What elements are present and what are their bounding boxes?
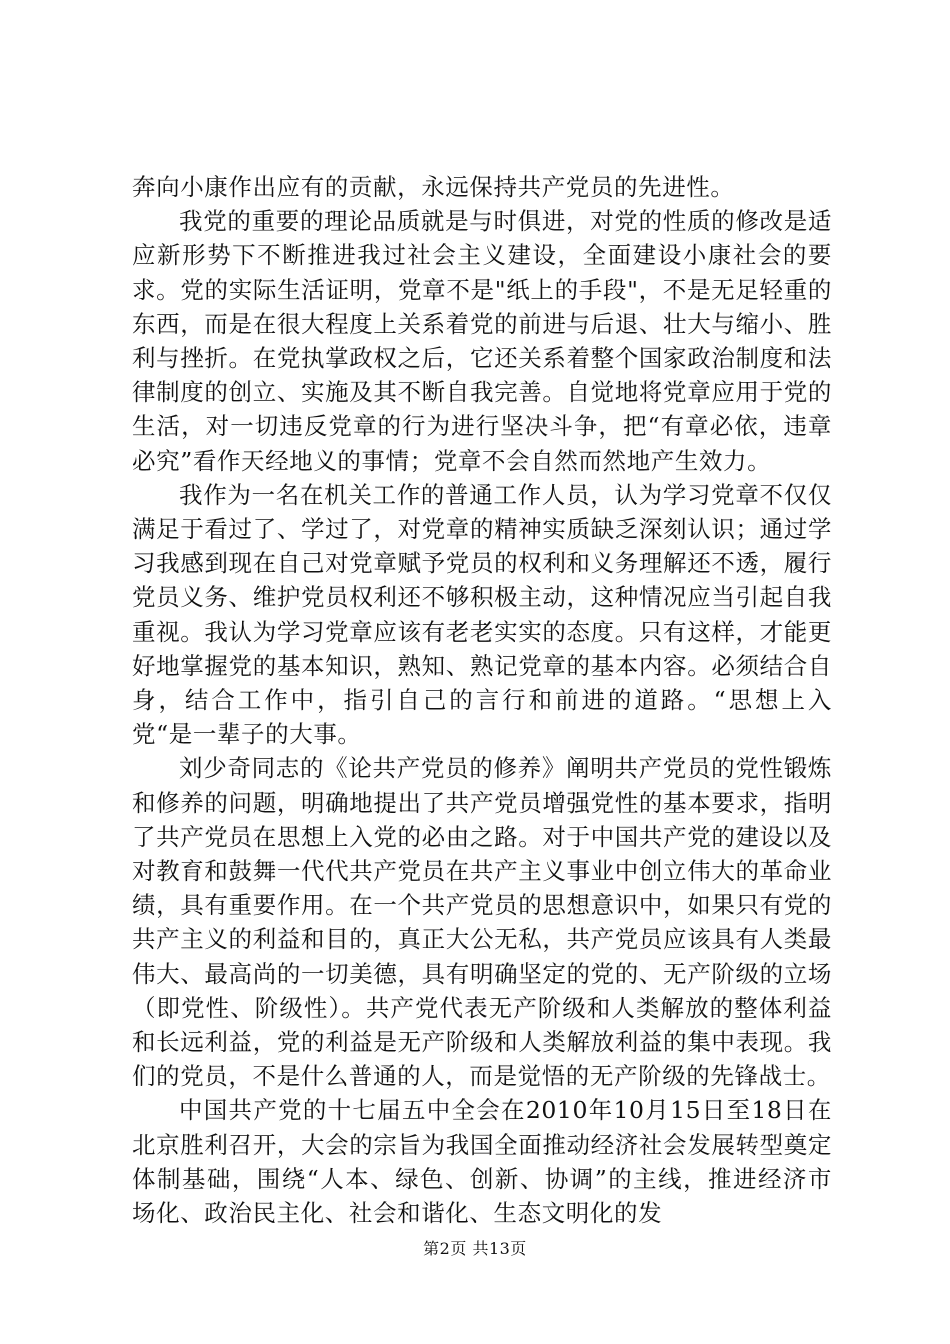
paragraph-party-constitution: 我党的重要的理论品质就是与时俱进，对党的性质的修改是适应新形势下不断推进我过社会主义建设，全面建设小康社会的要求。党的实际生活证明，党章不是"纸上的手段"，不是无足轻重的东西，而是在很大程度上关系着党的前进与后退、壮大与缩小、胜利与挫折。在党执掌政权之后，它还关系着整个国家政治制度和法律制度的创立、实施及其不断自我完善。自觉地将党章应用于党的生活，对一切违反党章的行为进行坚决斗争，把“有章必依，违章必究”看作天经地义的事情；党章不会自然而然地产生效力。 [132,207,832,475]
paragraph-continuation: 奔向小康作出应有的贡献，永远保持共产党员的先进性。 [132,173,735,201]
paragraph-personal-study: 我作为一名在机关工作的普通工作人员，认为学习党章不仅仅满足于看过了、学过了，对党章的精神实质缺乏深刻认识；通过学习我感到现在自己对党章赋予党员的权利和义务理解还不透，履行党员义务、维护党员权利还不够积极主动，这种情况应当引起自我重视。我认为学习党章应该有老老实实的态度。只有这样，才能更好地掌握党的基本知识，熟知、熟记党章的基本内容。必须结合自身，结合工作中，指引自己的言行和前进的道路。“思想上入党“是一辈子的大事。 [132,480,832,749]
paragraph-liu-shaoqi: 刘少奇同志的《论共产党员的修养》阐明共产党员的党性锻炼和修养的问题，明确地提出了共产党员增强党性的基本要求，指明了共产党员在思想上入党的必由之路。对于中国共产党的建设以及对教育和鼓舞一代代共产党员在共产主义事业中创立伟大的革命业绩，具有重要作用。在一个共产党员的思想意识中，如果只有党的共产主义的利益和目的，真正大公无私，共产党员应该具有人类最伟大、最高尚的一切美德，具有明确坚定的党的、无产阶级的立场（即党性、阶级性）。共产党代表无产阶级和人类解放的整体利益和长远利益，党的利益是无产阶级和人类解放利益的集中表现。我们的党员，不是什么普通的人，而是觉悟的无产阶级的先锋战士。 [132,754,832,1091]
page-footer: 第2页 共13页 [423,1239,527,1258]
paragraph-fifth-plenum: 中国共产党的十七届五中全会在2010年10月15日至18日在北京胜利召开，大会的宗旨为我国全面推动经济社会发展转型奠定体制基础，围绕“人本、绿色、创新、协调”的主线，推进经济市场化、政治民主化、社会和谐化、生态文明化的发 [132,1096,832,1228]
document-body [132,170,832,1230]
